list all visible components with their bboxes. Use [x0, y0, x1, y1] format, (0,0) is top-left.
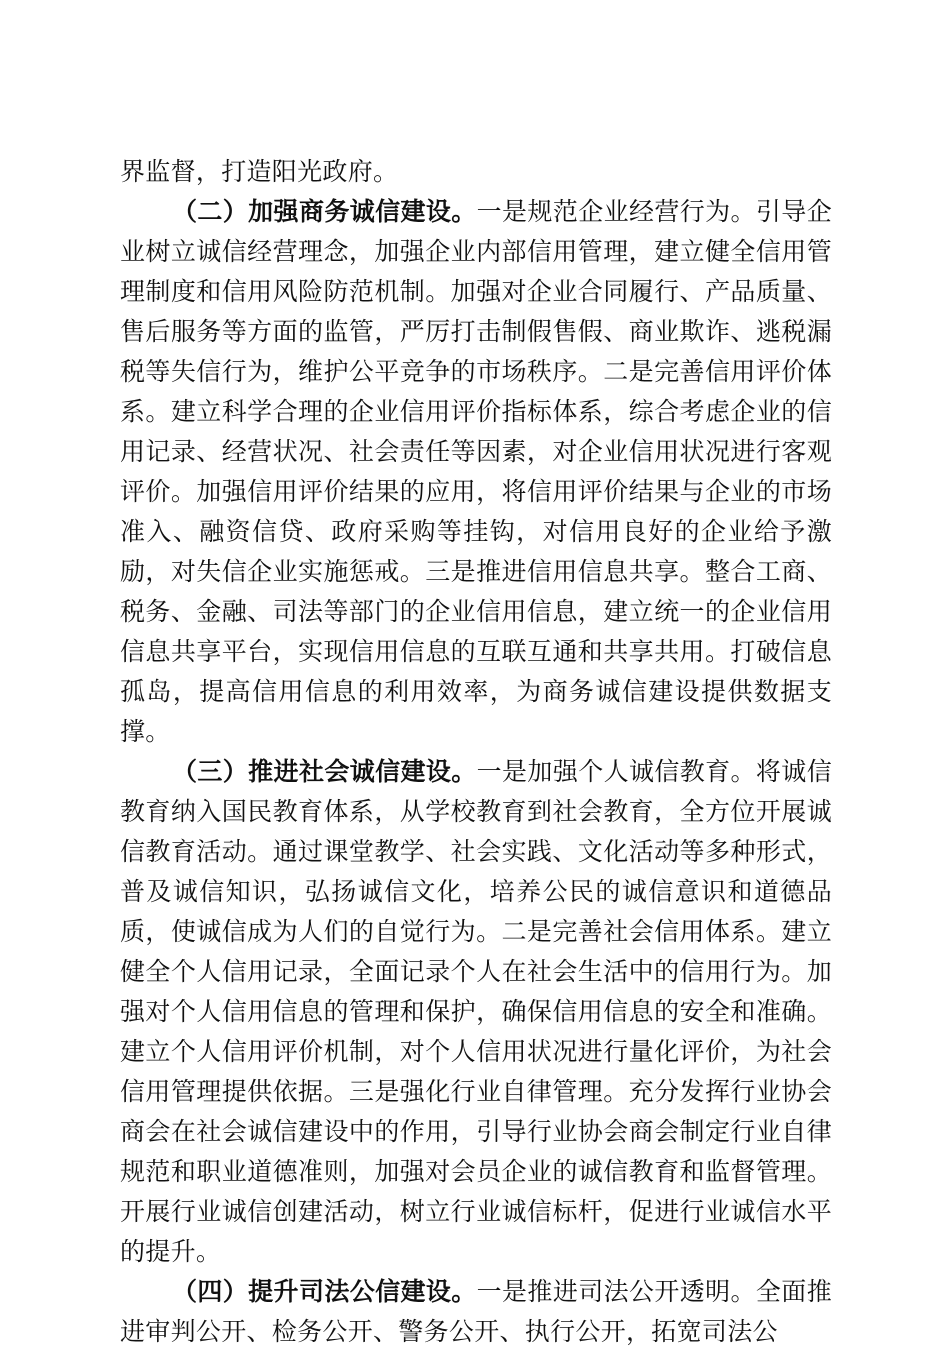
section-heading-3: （三）推进社会诚信建设。: [172, 757, 477, 786]
section-body-2: 一是规范企业经营行为。引导企业树立诚信经营理念，加强企业内部信用管理，建立健全信用管理制度和信用风险防范机制。加强对企业合同履行、产品质量、售后服务等方面的监管，严厉打击制假售假、商业欺诈、逃税漏税等失信行为，维护公平竞争的市场秩序。二是完善信用评价体系。建立科学合理的企业信用评价指标体系，综合考虑企业的信用记录、经营状况、社会责任等因素，对企业信用状况进行客观评价。加强信用评价结果的应用，将信用评价结果与企业的市场准入、融资信贷、政府采购等挂钩，对信用良好的企业给予激励，对失信企业实施惩戒。三是推进信用信息共享。整合工商、税务、金融、司法等部门的企业信用信息，建立统一的企业信用信息共享平台，实现信用信息的互联互通和共享共用。打破信息孤岛，提高信用信息的利用效率，为商务诚信建设提供数据支撑。: [120, 197, 832, 746]
section-heading-2: （二）加强商务诚信建设。: [172, 197, 477, 226]
section-paragraph-4: [120, 1272, 832, 1352]
section-body-3: 一是加强个人诚信教育。将诚信教育纳入国民教育体系，从学校教育到社会教育，全方位开展诚信教育活动。通过课堂教学、社会实践、文化活动等多种形式，普及诚信知识，弘扬诚信文化，培养公民的诚信意识和道德品质，使诚信成为人们的自觉行为。二是完善社会信用体系。建立健全个人信用记录，全面记录个人在社会生活中的信用行为。加强对个人信用信息的管理和保护，确保信用信息的安全和准确。建立个人信用评价机制，对个人信用状况进行量化评价，为社会信用管理提供依据。三是强化行业自律管理。充分发挥行业协会商会在社会诚信建设中的作用，引导行业协会商会制定行业自律规范和职业道德准则，加强对会员企业的诚信教育和监督管理。开展行业诚信创建活动，树立行业诚信标杆，促进行业诚信水平的提升。: [120, 757, 832, 1266]
section-heading-4: （四）提升司法公信建设。: [172, 1277, 477, 1306]
section-paragraph-2: [120, 192, 832, 752]
section-body-4: 一是推进司法公开透明。全面推进审判公开、检务公开、警务公开、执行公开，拓宽司法公: [120, 1277, 832, 1346]
document-page: [120, 152, 832, 1352]
section-paragraph-3: [120, 752, 832, 1272]
continued-paragraph: 界监督，打造阳光政府。: [120, 157, 399, 186]
